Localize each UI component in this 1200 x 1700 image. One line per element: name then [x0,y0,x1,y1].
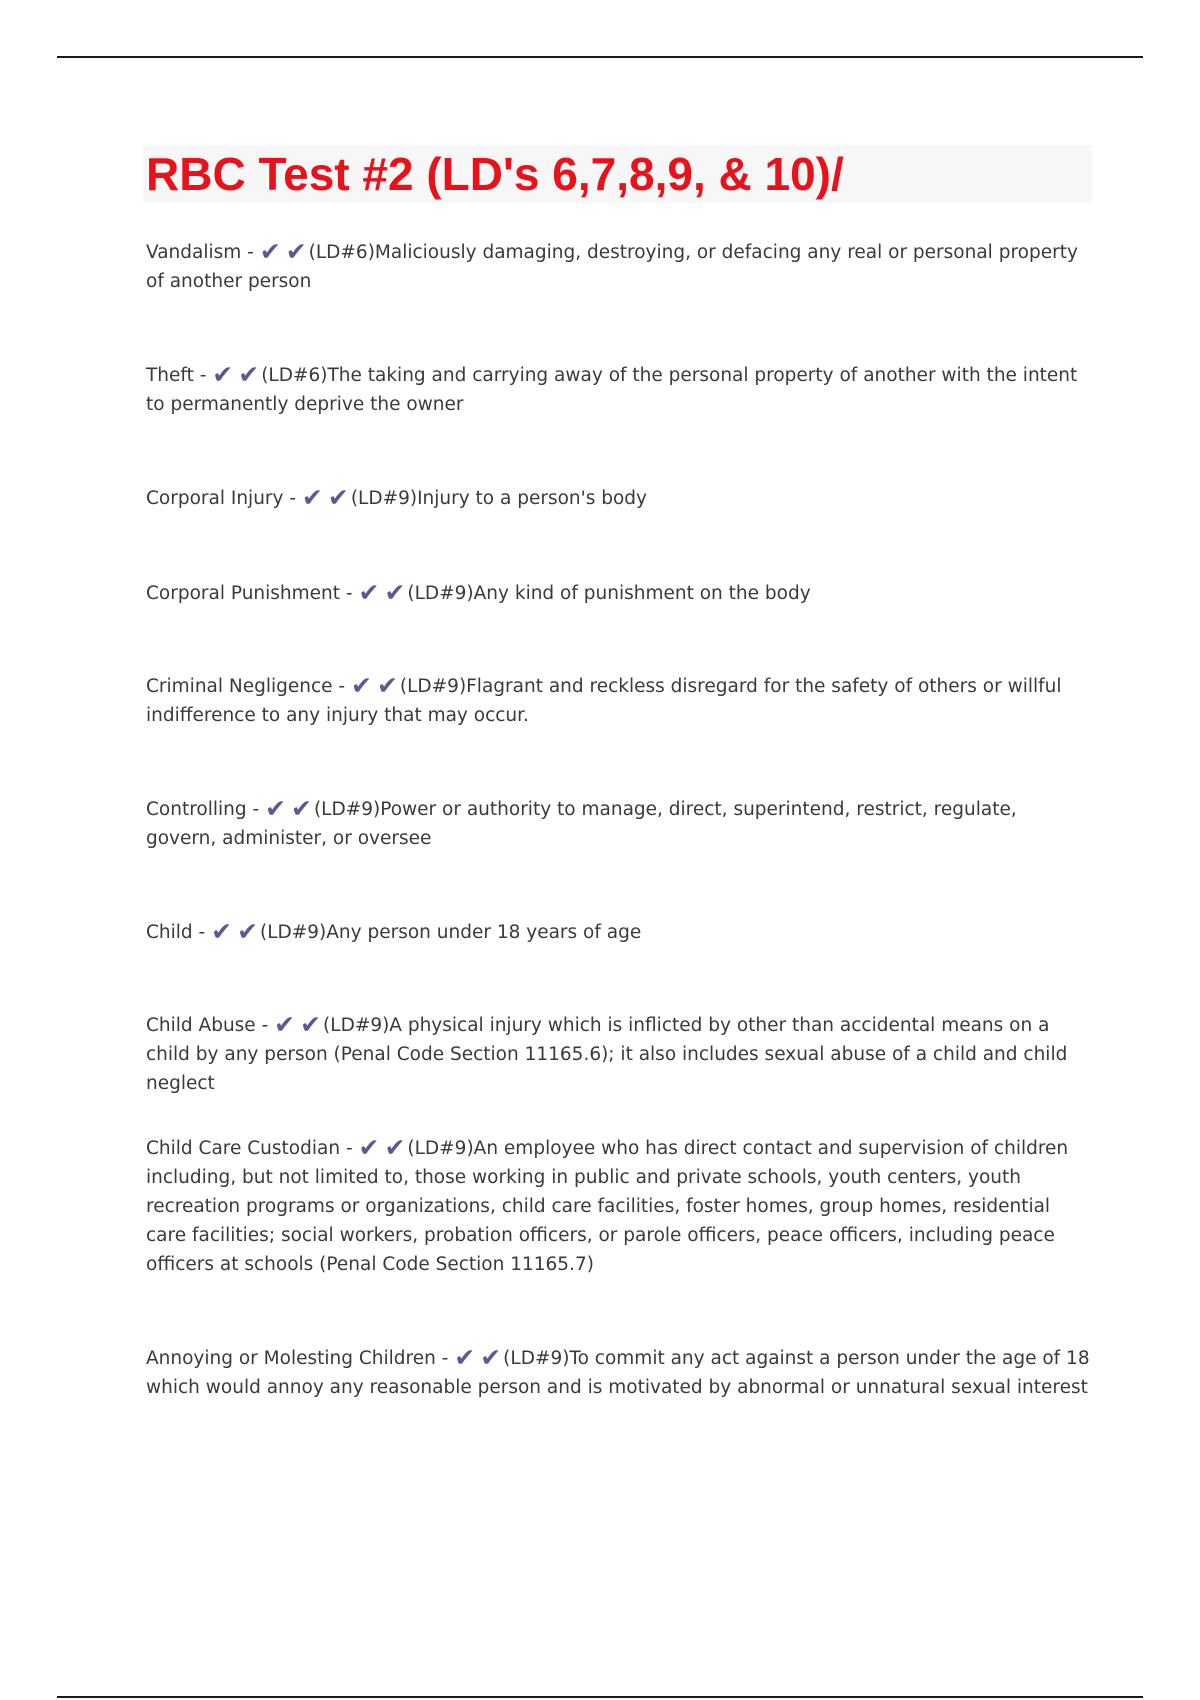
definition-entry [146,579,1092,608]
definition-entry [146,918,1092,947]
entry-definition: (LD#6)Maliciously damaging, destroying, or defacing any real or personal property of another person [146,242,1078,292]
definition-entry [146,1011,1092,1098]
entry-term: Theft - [146,365,213,386]
entry-definition: (LD#9)Flagrant and reckless disregard for the safety of others or willful indifference to any injury that may occur. [146,676,1062,726]
check-icon: ✔ [300,1010,322,1039]
check-icon: ✔ [384,1133,406,1162]
entry-definition: (LD#9)To commit any act against a person under the age of 18 which would annoy any reasonable person and is motivated by abnormal or unnatural sexual interest [146,1348,1090,1398]
entry-definition: (LD#9)Injury to a person's body [350,488,647,509]
check-icon: ✔ [358,1133,380,1162]
entry-term: Criminal Negligence - [146,676,351,697]
entry-term: Child Care Custodian - [146,1138,359,1159]
check-icon: ✔ [265,794,287,823]
check-icon: ✔ [351,671,372,700]
check-icon: ✔ [211,917,233,946]
check-icon: ✔ [358,578,380,607]
document-title: RBC Test #2 (LD's 6,7,8,9, & 10)/ [146,148,844,200]
check-icon: ✔ [454,1343,476,1372]
definition-entry [146,361,1092,419]
check-icon: ✔ [376,671,398,700]
definition-entry [146,484,1092,513]
footer-rule [57,1696,1143,1698]
entry-definition: (LD#9)Any person under 18 years of age [260,922,642,943]
check-icon: ✔ [259,237,281,266]
check-icon: ✔ [327,483,349,512]
entry-term: Child Abuse - [146,1015,275,1036]
header-rule [57,56,1143,58]
check-icon: ✔ [285,237,307,266]
entry-term: Vandalism - [146,242,260,263]
check-icon: ✔ [274,1010,296,1039]
definition-entry [146,672,1092,730]
entry-term: Annoying or Molesting Children - [146,1348,455,1369]
check-icon: ✔ [238,360,260,389]
definition-entry [146,1134,1092,1279]
entry-term: Corporal Injury - [146,488,302,509]
entry-term: Controlling - [146,799,266,820]
check-icon: ✔ [384,578,406,607]
check-icon: ✔ [237,917,259,946]
check-icon: ✔ [291,794,312,823]
check-icon: ✔ [212,360,234,389]
entry-definition: (LD#9)Any kind of punishment on the body [407,583,811,604]
entry-definition: (LD#9)A physical injury which is inflicted by other than accidental means on a child by any person (Penal Code Section 11165.6); it also includes sexual abuse of a child and child neglect [146,1015,1068,1094]
entry-definition: (LD#9)An employee who has direct contact and supervision of children including, but not limited to, those working in public and private schools, youth centers, youth recreation programs or organizations, child care facilities, foster homes, group homes, residential care facilities; social workers, probation officers, or parole officers, peace officers, including peace officers at schools (Penal Code Section 11165.7) [146,1138,1069,1275]
definition-entry [146,238,1092,296]
definition-entry [146,795,1092,853]
check-icon: ✔ [301,483,323,512]
entry-term: Corporal Punishment - [146,583,359,604]
entry-definition: (LD#9)Power or authority to manage, direct, superintend, restrict, regulate, govern, administer, or oversee [146,799,1017,849]
entry-definition: (LD#6)The taking and carrying away of the personal property of another with the intent to permanently deprive the owner [146,365,1078,415]
definition-entry [146,1344,1092,1402]
entry-term: Child - [146,922,212,943]
check-icon: ✔ [480,1343,502,1372]
